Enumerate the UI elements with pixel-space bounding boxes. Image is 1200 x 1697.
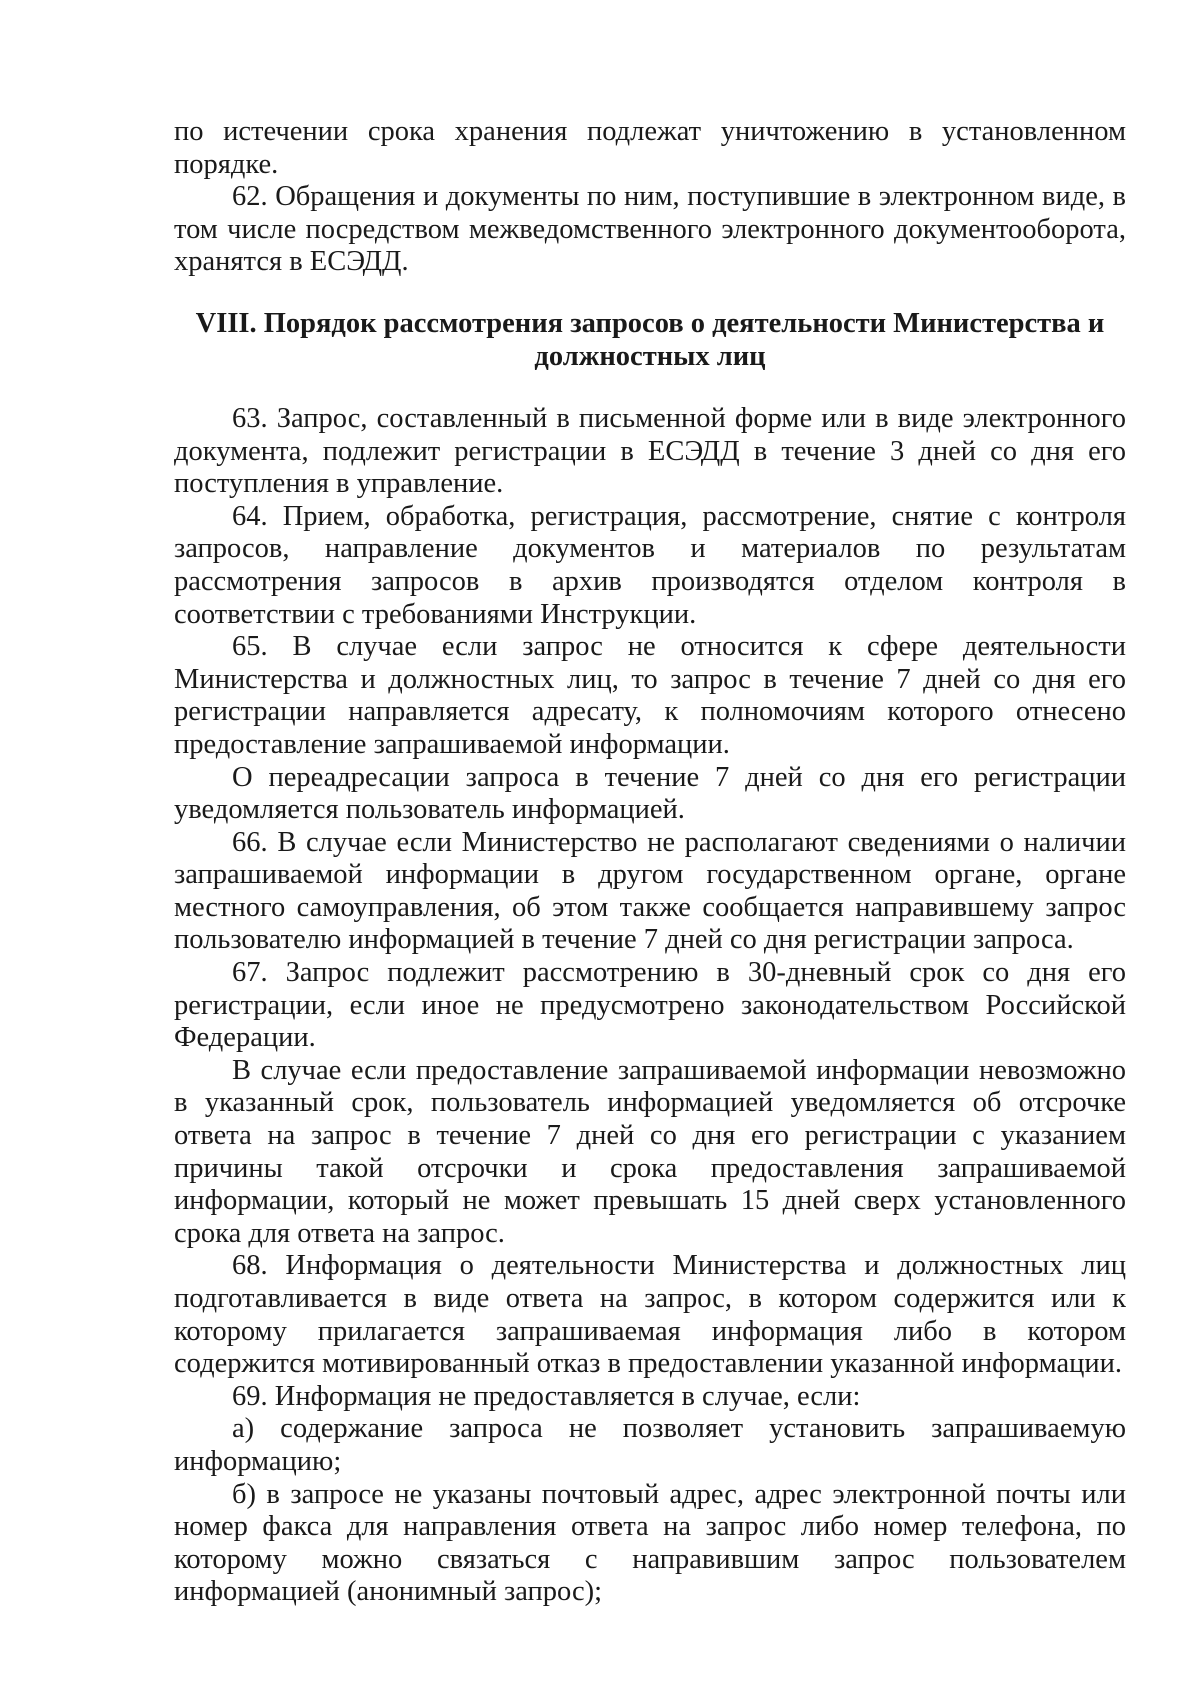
document-page xyxy=(174,116,1126,1609)
paragraph-69-a: а) содержание запроса не позволяет установить запрашиваемую информацию; xyxy=(174,1413,1126,1477)
paragraph-69-b: б) в запросе не указаны почтовый адрес, адрес электронной почты или номер факса для направления ответа на запрос либо номер телефона, по которому можно связаться с направившим запрос пользователем информацией (анонимный запрос); xyxy=(174,1478,1126,1608)
section-heading-line-2: должностных лиц xyxy=(534,340,766,372)
paragraph-68: 68. Информация о деятельности Министерства и должностных лиц подготавливается в виде ответа на запрос, в котором содержится или к которому прилагается запрашиваемая информация либо в котором содержится мотивированный отказ в предоставлении указанной информации. xyxy=(174,1250,1126,1380)
paragraph-67-deferral: В случае если предоставление запрашиваемой информации невозможно в указанный срок, пользователь информацией уведомляется об отсрочке ответа на запрос в течение 7 дней со дня его регистрации с указанием причины такой отсрочки и срока предоставления запрашиваемой информации, который не может превышать 15 дней сверх установленного срока для ответа на запрос. xyxy=(174,1054,1126,1249)
paragraph-62: 62. Обращения и документы по ним, поступившие в электронном виде, в том числе посредством межведомственного электронного документооборота, хранятся в ЕСЭДД. xyxy=(174,181,1126,278)
section-heading-line-1: VIII. Порядок рассмотрения запросов о деятельности Министерства и xyxy=(195,307,1105,339)
section-heading-viii xyxy=(174,307,1126,373)
paragraph-69: 69. Информация не предоставляется в случае, если: xyxy=(232,1380,861,1412)
paragraph-continuation: по истечении срока хранения подлежат уничтожению в установленном порядке. xyxy=(174,116,1126,180)
paragraph-63: 63. Запрос, составленный в письменной форме или в виде электронного документа, подлежит регистрации в ЕСЭДД в течение 3 дней со дня его поступления в управление. xyxy=(174,402,1126,500)
paragraph-65-readdress: О переадресации запроса в течение 7 дней со дня его регистрации уведомляется пользователь информацией. xyxy=(174,761,1126,826)
paragraph-64: 64. Прием, обработка, регистрация, рассмотрение, снятие с контроля запросов, направление документов и материалов по результатам рассмотрения запросов в архив производятся отделом контроля в соответствии с требованиями Инструкции. xyxy=(174,500,1126,630)
paragraph-65: 65. В случае если запрос не относится к сфере деятельности Министерства и должностных лиц, то запрос в течение 7 дней со дня его регистрации направляется адресату, к полномочиям которого отнесено предоставление запрашиваемой информации. xyxy=(174,631,1126,760)
paragraph-67: 67. Запрос подлежит рассмотрению в 30-дневный срок со дня его регистрации, если иное не предусмотрено законодательством Российской Федерации. xyxy=(174,957,1126,1054)
paragraph-66: 66. В случае если Министерство не располагают сведениями о наличии запрашиваемой информации в другом государственном органе, органе местного самоуправления, об этом также сообщается направившему запрос пользователю информацией в течение 7 дней со дня регистрации запроса. xyxy=(174,826,1126,956)
